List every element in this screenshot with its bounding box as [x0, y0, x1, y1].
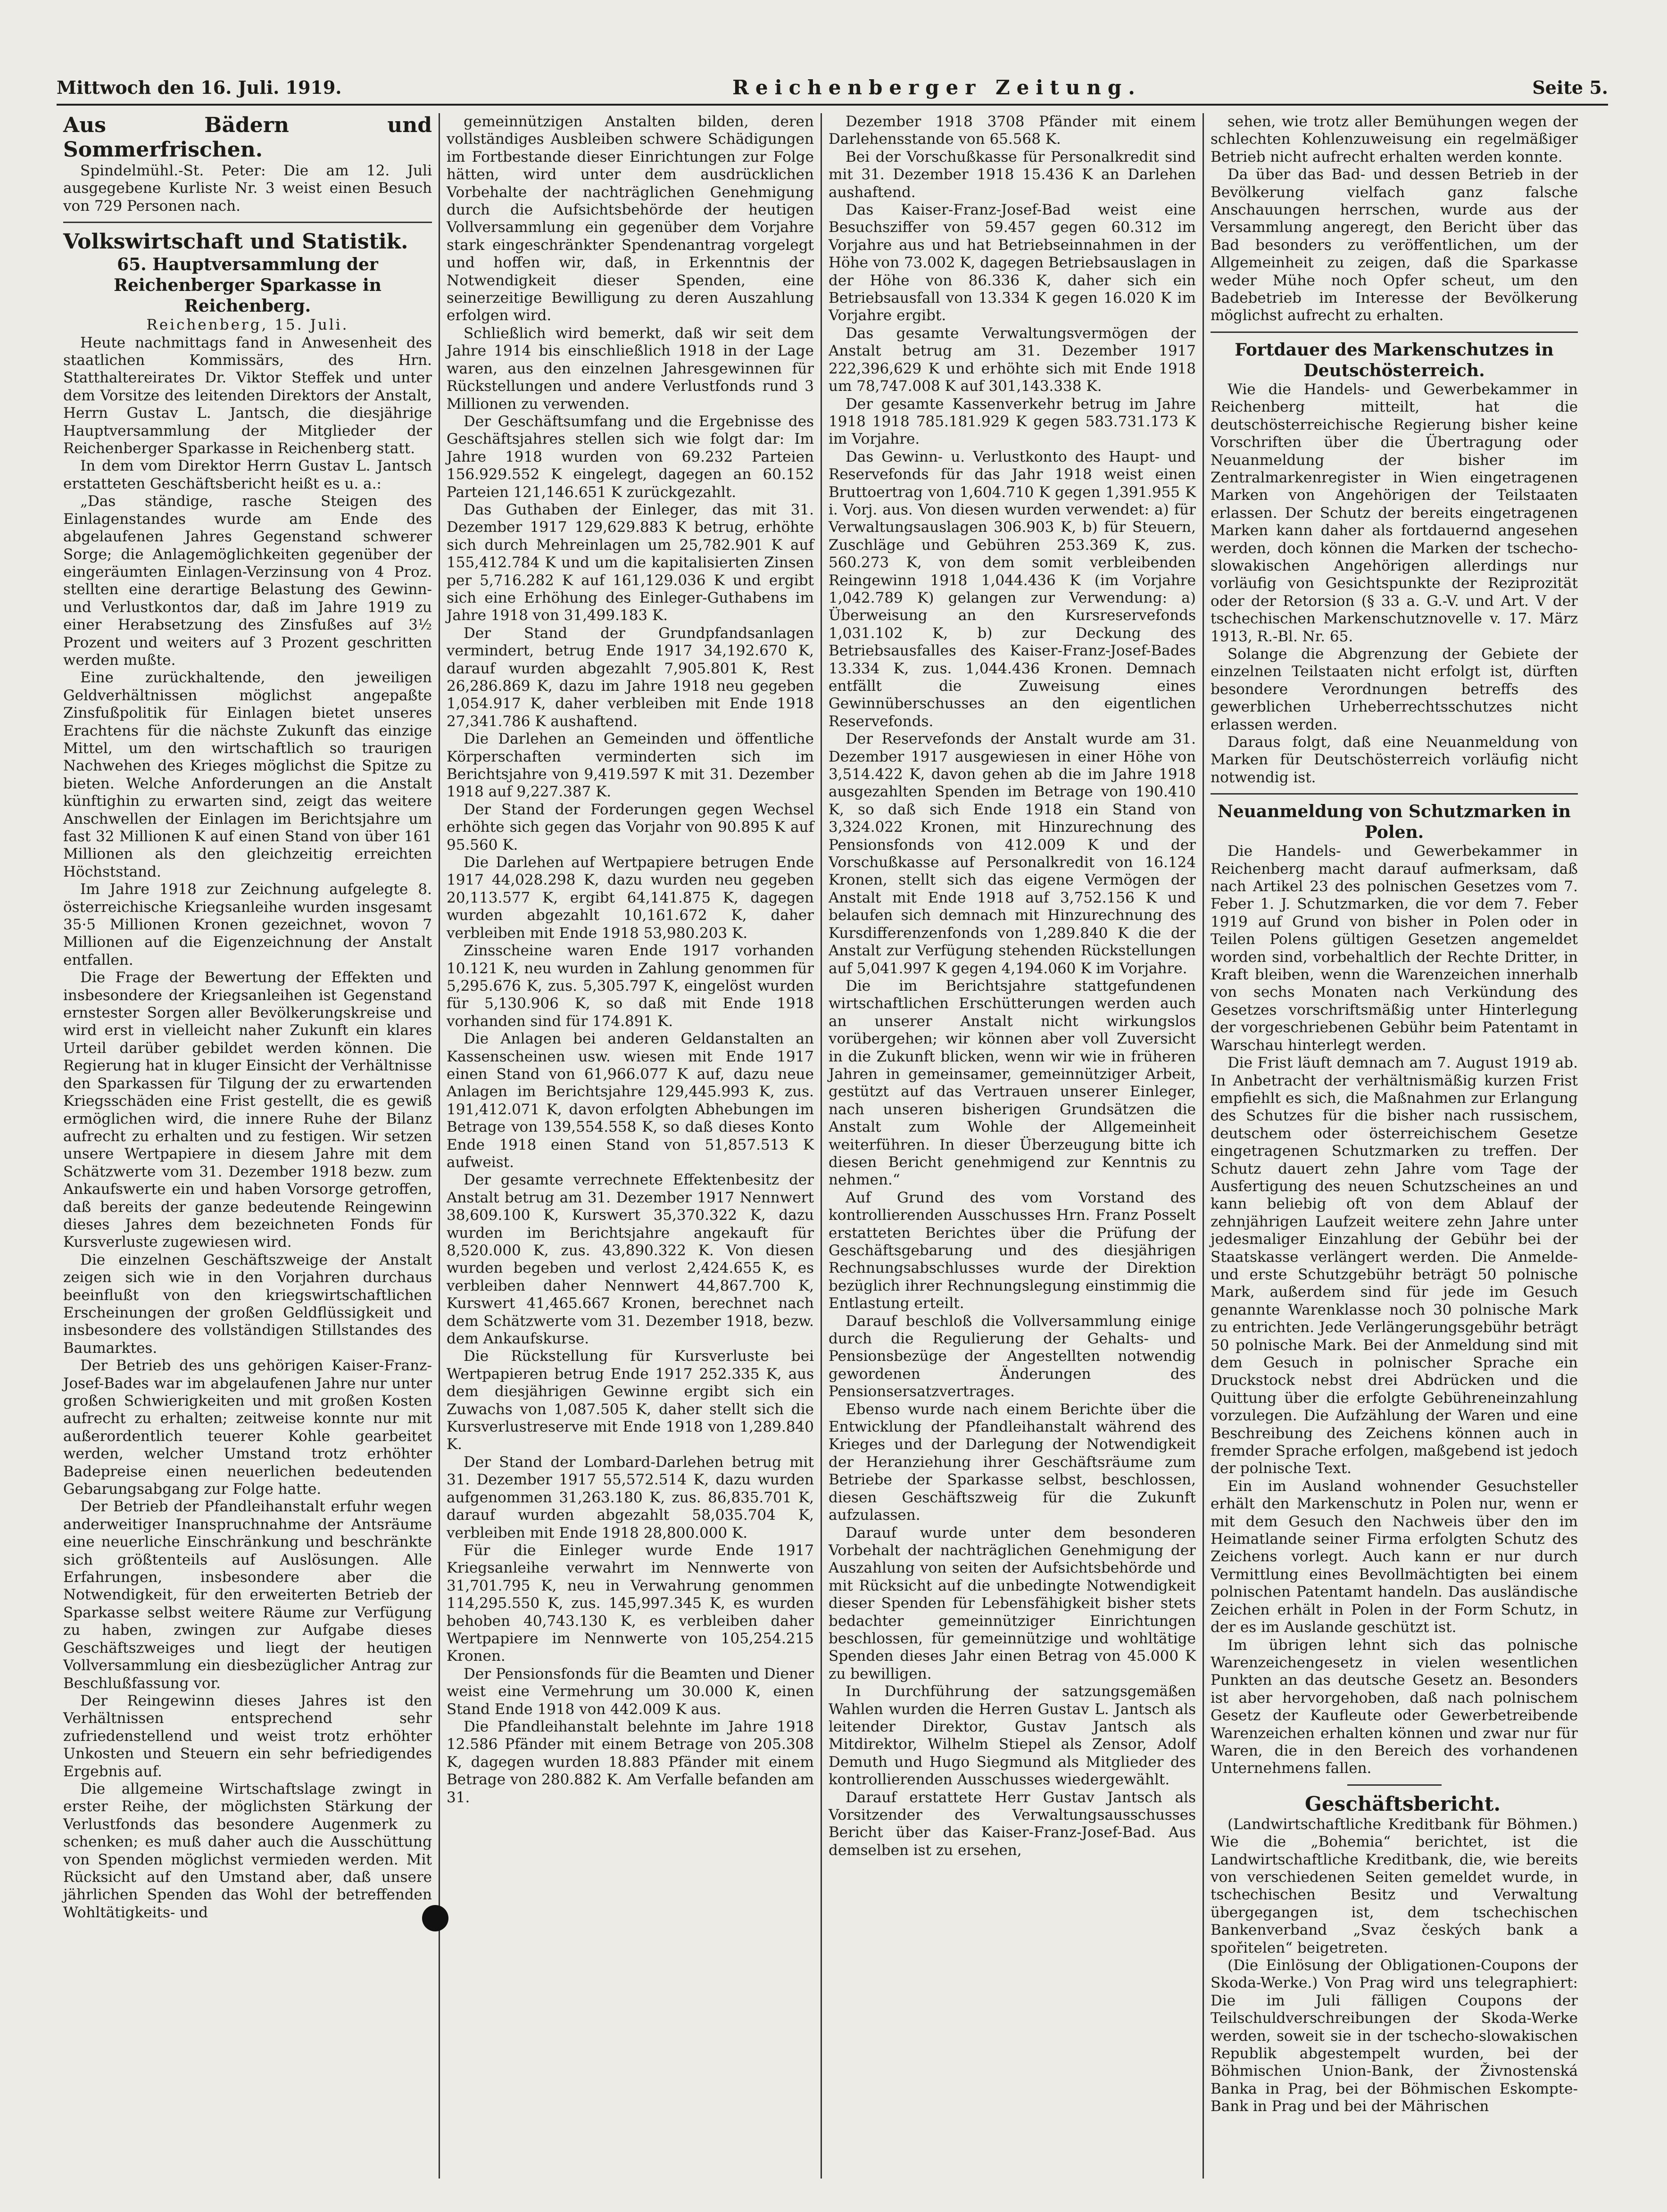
paragraph: Dezember 1918 3708 Pfänder mit einem Darlehensstande von 65.568 K.	[829, 113, 1196, 148]
article-headline-markenschutz: Fortdauer des Markenschutzes in Deutschösterreich.	[1235, 340, 1554, 381]
page-number: Seite 5.	[1532, 76, 1608, 98]
article-headline-polen: Neuanmeldung von Schutzmarken in Polen.	[1217, 802, 1571, 843]
column-2	[439, 113, 821, 2179]
paragraph: Der gesamte Kassenverkehr betrug im Jahre 1918 1918 785.181.929 K gegen 583.731.173 K im Vorjahre.	[829, 395, 1196, 448]
paragraph: Heute nachmittags fand in Anwesenheit des staatlichen Kommissärs, des Hrn. Statthaltereirates Dr. Viktor Steffek und unter dem Vorsitze des leitenden Direktors der Anstalt, Herrn Gustav L. Jantsch, die diesjährige Hauptversammlung der Mitglieder der Reichenberger Sparkasse in Reichenberg statt.	[63, 334, 432, 457]
paragraph: Das Gewinn- u. Verlustkonto des Haupt- und Reservefonds für das Jahr 1918 weist einen Bruttoertrag von 1,604.710 K gegen 1,391.955 K i. Vorj. aus. Von diesen wurden verwendet: a) für Verwaltungsauslagen 306.903 K, b) für Steuern, Zuschläge und Gebühren 253.369 K, zus. 560.273 K, von dem somit verbleibenden Reingewinn 1918 1,044.436 K (im Vorjahre 1,042.789 K) gelangen zur Verwendung: a) Überweisung an den Kursreservefonds 1,031.102 K, b) zur Deckung des Betriebsausfalles des Kaiser-Franz-Josef-Bades 13.334 K, zus. 1,044.436 Kronen. Demnach entfällt die Zuweisung eines Gewinnüberschusses an den eigentlichen Reservefonds.	[829, 448, 1196, 730]
newspaper-title: Reichenberger Zeitung.	[732, 75, 1142, 99]
ink-blot	[422, 1905, 448, 1931]
paragraph: Die Handels- und Gewerbekammer in Reichenberg macht darauf aufmerksam, daß nach Artikel 23 des polnischen Gesetzes vom 7. Feber 1. J. Schutzmarken, die vor dem 7. Feber 1919 auf Grund von bisher in Polen oder in Teilen Polens gültigen Gesetzen angemeldet worden sind, vorbehaltlich der Rechte Dritter, in Kraft bleiben, wenn die Warenzeichen innerhalb von sechs Monaten nach Verkündung des Gesetzes vorschriftsmäßig unter Hinterlegung der vorgeschriebenen Gebühr beim Patentamt in Warschau hinterlegt werden.	[1211, 843, 1578, 1054]
paragraph: In Durchführung der satzungsgemäßen Wahlen wurden die Herren Gustav L. Jantsch als leitender Direktor, Gustav Jantsch als Mitdirektor, Wilhelm Stiepel als Zensor, Adolf Demuth und Hugo Siegmund als Mitglieder des kontrollierenden Ausschusses wiedergewählt.	[829, 1683, 1196, 1789]
column-1	[57, 113, 439, 2179]
paragraph: Ebenso wurde nach einem Berichte über die Entwicklung der Pfandleihanstalt während des Krieges und der Darlegung der Notwendigkeit der Heranziehung ihrer Geschäftsräume zum Betriebe der Sparkasse selbst, beschlossen, diesen Geschäftszweig für die Zukunft aufzulassen.	[829, 1400, 1196, 1524]
paragraph: Die Pfandleihanstalt belehnte im Jahre 1918 12.586 Pfänder mit einem Betrage von 205.308 K, dagegen wurden 18.883 Pfänder mit einem Betrage von 280.882 K. Am Verfalle befanden am 31.	[447, 1718, 814, 1806]
paragraph: Die allgemeine Wirtschaftslage zwingt in erster Reihe, der möglichsten Stärkung der Verlustfonds das besondere Augenmerk zu schenken; es muß daher auch die Ausschüttung von Spenden möglichst vermieden werden. Mit Rücksicht auf den Umstand aber, daß unsere jährlichen Spenden das Wohl der betreffenden Wohltätigkeits- und	[63, 1780, 432, 1921]
paragraph: Die Anlagen bei anderen Geldanstalten an Kassenscheinen usw. wiesen mit Ende 1917 einen Stand von 61,966.077 K auf, dazu neue Anlagen im Berichtsjahre 129,445.993 K, zus. 191,412.071 K, davon erfolgten Abhebungen im Betrage von 139,554.558 K, so daß dieses Konto Ende 1918 einen Stand von 51,857.513 K aufweist.	[447, 1030, 814, 1171]
paragraph: Zinsscheine waren Ende 1917 vorhanden 10.121 K, neu wurden in Zahlung genommen für 5,295.676 K, zus. 5,305.797 K, eingelöst wurden für 5,130.906 K, so daß mit Ende 1918 vorhanden sind für 174.891 K.	[447, 942, 814, 1030]
paragraph: Darauf erstattete Herr Gustav Jantsch als Vorsitzender des Verwaltungsausschusses Bericht über das Kaiser-Franz-Josef-Bad. Aus demselben ist zu ersehen,	[829, 1789, 1196, 1859]
paragraph: Ein im Ausland wohnender Gesuchsteller erhält den Markenschutz in Polen nur, wenn er mit dem Gesuch den Nachweis über den im Heimatlande seiner Firma erfolgten Schutz des Zeichens vorlegt. Auch kann er nur durch Vermittlung eines Bevollmächtigten bei einem polnischen Patentamt handeln. Das ausländische Zeichen erhält in Polen in der Form Schutz, in der es im Auslande geschützt ist.	[1211, 1477, 1578, 1636]
paragraph: Die Rückstellung für Kursverluste bei Wertpapieren betrug Ende 1917 252.335 K, aus dem diesjährigen Gewinne ergibt sich ein Zuwachs von 1,087.505 K, daher stellt sich die Kursverlustreserve mit Ende 1918 von 1,289.840 K.	[447, 1348, 814, 1453]
column-3	[821, 113, 1203, 2179]
article-columns	[57, 113, 1608, 2179]
paragraph: (Landwirtschaftliche Kreditbank für Böhmen.) Wie die „Bohemia“ berichtet, ist die Landwirtschaftliche Kreditbank, die, wie bereits von verschiedenen Seiten gemeldet wurde, in tschechischen Besitz und Verwaltung übergegangen ist, dem tschechischen Bankenverband „Svaz českých bank a spořitelen“ beigetreten.	[1211, 1815, 1578, 1956]
paragraph: gemeinnützigen Anstalten bilden, deren vollständiges Ausbleiben schwere Schädigungen im Fortbestande dieser Einrichtungen zur Folge hätten, wird unter dem ausdrücklichen Vorbehalte der nachträglichen Genehmigung durch die Aufsichtsbehörde der heutigen Vollversammlung ein gegenüber dem Vorjahre stark eingeschränkter Spendenantrag vorgelegt und hoffen wir, daß, in Erkenntnis der Notwendigkeit dieser Spenden, eine seinerzeitige Bewilligung zu deren Auszahlung erfolgen wird.	[447, 113, 814, 324]
paragraph: Der Pensionsfonds für die Beamten und Diener weist eine Vermehrung um 30.000 K, einen Stand Ende 1918 von 442.009 K aus.	[447, 1665, 814, 1718]
paragraph: Im übrigen lehnt sich das polnische Warenzeichengesetz in vielen wesentlichen Punkten an das deutsche Gesetz an. Besonders ist aber hervorgehoben, daß nach polnischem Gesetz der Kaufleute oder Gewerbetreibende Warenzeichen erhalten können und zwar nur für Waren, die in den Bereich des vorhandenen Unternehmens fallen.	[1211, 1636, 1578, 1777]
article-headline: 65. Hauptversammlung der Reichenberger Sparkasse in Reichenberg.	[114, 255, 382, 316]
paragraph: Der Geschäftsumfang und die Ergebnisse des Geschäftsjahres stellen sich wie folgt dar: Im Jahre 1918 wurden von 69.232 Parteien 156.929.552 K eingelegt, dagegen an 60.152 Parteien 121,146.651 K zurückgezahlt.	[447, 413, 814, 501]
divider	[1211, 793, 1578, 795]
paragraph: sehen, wie trotz aller Bemühungen wegen der schlechten Kohlenzuweisung ein regelmäßiger Betrieb nicht aufrecht erhalten werden konnte.	[1211, 113, 1578, 166]
paragraph: Der gesamte verrechnete Effektenbesitz der Anstalt betrug am 31. Dezember 1917 Nennwert 38,609.100 K, Kurswert 35,370.322 K, dazu wurden im Berichtsjahre angekauft für 8,520.000 K, zus. 43,890.322 K. Von diesen wurden begeben und verlost 2,424.655 K, es verbleiben daher Nennwert 44,867.700 K, Kurswert 41,465.667 Kronen, berechnet nach dem Schätzwerte vom 31. Dezember 1918, bezw. dem Ankaufskurse.	[447, 1171, 814, 1348]
paragraph: Bei der Vorschußkasse für Personalkredit sind mit 31. Dezember 1918 15.436 K an Darlehen aushaftend.	[829, 148, 1196, 201]
paragraph: Das gesamte Verwaltungsvermögen der Anstalt betrug am 31. Dezember 1917 222,396,629 K und erhöhte sich mit Ende 1918 um 78,747.008 K auf 301,143.338 K.	[829, 324, 1196, 395]
paragraph: Der Betrieb des uns gehörigen Kaiser-Franz-Josef-Bades war im abgelaufenen Jahre nur unter großen Schwierigkeiten und mit großen Kosten aufrecht zu erhalten; zeitweise konnte nur mit außerordentlich teuerer Kohle gearbeitet werden, welcher Umstand trotz erhöhter Badepreise einen neuerlichen bedeutenden Gebarungsabgang zur Folge hatte.	[63, 1357, 432, 1498]
column-4	[1203, 113, 1584, 2179]
paragraph: Der Stand der Lombard-Darlehen betrug mit 31. Dezember 1917 55,572.514 K, dazu wurden aufgenommen 31,263.180 K, zus. 86,835.701 K, darauf wurden abgezahlt 58,035.704 K, verbleiben mit Ende 1918 28,800.000 K.	[447, 1453, 814, 1541]
paragraph: Da über das Bad- und dessen Betrieb in der Bevölkerung vielfach ganz falsche Anschauungen herrschen, wurde aus der Versammlung angeregt, den Bericht über das Bad besonders zu veröffentlichen, um der Allgemeinheit zu zeigen, daß die Sparkasse weder Mühe noch Opfer scheut, um den Badebetrieb im Interesse der Bevölkerung möglichst aufrecht zu erhalten.	[1211, 166, 1578, 324]
dateline: Reichenberg, 15. Juli.	[146, 316, 349, 334]
paragraph: Eine zurückhaltende, den jeweiligen Geldverhältnissen möglichst angepaßte Zinsfußpolitik für Einlagen bietet unseres Erachtens für die nächste Zukunft das einzige Mittel, um den wirtschaftlich so traurigen Nachwehen des Krieges möglichst die Spitze zu bieten. Welche Anforderungen an die Anstalt künftighin zu erwarten sind, zeigt das weitere Anschwellen der Einlagen im Berichtsjahre um fast 32 Millionen K auf einen Stand von über 161 Millionen als den gleichzeitig erreichten Höchststand.	[63, 669, 432, 880]
paragraph: „Das ständige, rasche Steigen des Einlagenstandes wurde am Ende des abgelaufenen Jahres Gegenstand schwerer Sorge; die Anlagemöglichkeiten gegenüber der eingeräumten Einlagen-Verzinsung von 4 Proz. stellten eine derartige Belastung des Gewinn- und Verlustkontos dar, daß im Jahre 1919 zu einer Herabsetzung des Zinsfußes auf 3½ Prozent und weiters auf 3 Prozent geschritten werden mußte.	[63, 493, 432, 669]
divider	[1347, 1784, 1442, 1786]
newspaper-page	[57, 71, 1608, 2179]
section-heading-geschaeftsbericht: Geschäftsbericht.	[1305, 1792, 1501, 1815]
paragraph: In dem vom Direktor Herrn Gustav L. Jantsch erstatteten Geschäftsbericht heißt es u. a.:	[63, 457, 432, 492]
paragraph: Auf Grund des vom Vorstand des kontrollierenden Ausschusses Hrn. Franz Posselt erstatteten Berichtes über die Prüfung der Geschäftsgebarung und des diesjährigen Rechnungsabschlusses wurde der Direktion bezüglich ihrer Rechnungslegung einstimmig die Entlastung erteilt.	[829, 1189, 1196, 1312]
paragraph: Das Guthaben der Einleger, das mit 31. Dezember 1917 129,629.883 K betrug, erhöhte sich durch Mehreinlagen um 25,782.901 K auf 155,412.784 K und um die kapitalisierten Zinsen per 5,716.282 K auf 161,129.036 K und ergibt sich eine Erhöhung des Einleger-Guthabens im Jahre 1918 von 31,499.183 K.	[447, 501, 814, 624]
paragraph: Der Reingewinn dieses Jahres ist den Verhältnissen entsprechend sehr zufriedenstellend und weist trotz erhöhter Unkosten und Steuern ein sehr befriedigendes Ergebnis auf.	[63, 1692, 432, 1780]
paragraph: (Die Einlösung der Obligationen-Coupons der Skoda-Werke.) Von Prag wird uns telegraphiert: Die im Juli fälligen Coupons der Teilschuldverschreibungen der Skoda-Werke werden, soweit sie in der tschecho-slowakischen Republik abgestempelt wurden, bei der Böhmischen Union-Bank, der Živnostenská Banka in Prag, bei der Böhmischen Eskompte-Bank in Prag und bei der Mährischen	[1211, 1957, 1578, 2115]
paragraph: Im Jahre 1918 zur Zeichnung aufgelegte 8. österreichische Kriegsanleihe wurden insgesamt 35·5 Millionen Kronen gezeichnet, wovon 7 Millionen auf die Eigenzeichnung der Anstalt entfallen.	[63, 881, 432, 969]
paragraph: Für die Einleger wurde Ende 1917 Kriegsanleihe verwahrt im Nennwerte von 31,701.795 K, neu in Verwahrung genommen 114,295.550 K, zus. 145,997.345 K, es wurden behoben 40,743.130 K, es verbleiben daher Wertpapiere im Nennwerte von 105,254.215 Kronen.	[447, 1541, 814, 1665]
paragraph: Spindelmühl.-St. Peter: Die am 12. Juli ausgegebene Kurliste Nr. 3 weist einen Besuch von 729 Personen nach.	[63, 162, 432, 215]
paragraph: Das Kaiser-Franz-Josef-Bad weist eine Besuchsziffer von 59.457 gegen 60.312 im Vorjahre aus und hat Betriebseinnahmen in der Höhe von 73.002 K, dagegen Betriebsauslagen in der Höhe von 86.336 K, daher sich ein Betriebsausfall von 13.334 K gegen 16.020 K im Vorjahre ergibt.	[829, 201, 1196, 324]
paragraph: Darauf wurde unter dem besonderen Vorbehalt der nachträglichen Genehmigung der Auszahlung von seiten der Aufsichtsbehörde und mit Rücksicht auf die unbedingte Notwendigkeit dieser Spenden für Lebensfähigkeit bisher stets bedachter gemeinnütziger Einrichtungen beschlossen, für gemeinnützige und wohltätige Spenden dieses Jahr einen Betrag von 45.000 K zu bewilligen.	[829, 1524, 1196, 1682]
paragraph: Daraus folgt, daß eine Neuanmeldung von Marken für Deutschösterreich vorläufig nicht notwendig ist.	[1211, 734, 1578, 786]
paragraph: Schließlich wird bemerkt, daß wir seit dem Jahre 1914 bis einschließlich 1918 in der Lage waren, aus den einzelnen Jahresgewinnen für Rückstellungen und andere Verlustfonds rund 3 Millionen zu verwenden.	[447, 324, 814, 413]
paragraph: Der Stand der Grundpfandsanlagen vermindert, betrug Ende 1917 34,192.670 K, darauf wurden abgezahlt 7,905.801 K, Rest 26,286.869 K, dazu im Jahre 1918 neu gegeben 1,054.917 K, daher verbleiben mit Ende 1918 27,341.786 K aushaftend.	[447, 624, 814, 730]
paragraph: Der Stand der Forderungen gegen Wechsel erhöhte sich gegen das Vorjahr von 90.895 K auf 95.560 K.	[447, 801, 814, 853]
divider	[63, 222, 432, 223]
paragraph: Die Frist läuft demnach am 7. August 1919 ab. In Anbetracht der verhältnismäßig kurzen Frist empfiehlt es sich, die Maßnahmen zur Erlangung des Schutzes für die bisher nach russischem, deutschem oder österreichischem Gesetze eingetragenen Schutzmarken zu treffen. Der Schutz dauert zehn Jahre vom Tage der Ausfertigung des neuen Schutzscheines an und kann beliebig oft von dem Ablauf der zehnjährigen Laufzeit weitere zehn Jahre unter jedesmaliger Einzahlung der Gebühr bei der Staatskasse verlängert werden. Die Anmelde- und erste Schutzgebühr beträgt 50 polnische Mark, außerdem sind für jede im Gesuch genannte Warenklasse noch 30 polnische Mark zu entrichten. Jede Verlängerungsgebühr beträgt 50 polnische Mark. Bei der Anmeldung sind mit dem Gesuch in polnischer Sprache ein Druckstock nebst drei Abdrücken und die Quittung über die erfolgte Gebühreneinzahlung vorzulegen. Die Aufzählung der Waren und eine Beschreibung des Zeichens können auch in fremder Sprache erfolgen, maßgebend ist jedoch der polnische Text.	[1211, 1054, 1578, 1477]
section-heading-baeder: Aus Bädern und Sommerfrischen.	[63, 113, 432, 162]
paragraph: Wie die Handels- und Gewerbekammer in Reichenberg mitteilt, hat die deutschösterreichische Regierung bisher keine Vorschriften über die Übertragung oder Neuanmeldung der bisher im Zentralmarkenregister in Wien eingetragenen Marken von Angehörigen der Teilstaaten erlassen. Der Schutz der bereits eingetragenen Marken kann daher als fortdauernd angesehen werden, doch können die Marken der tschecho-slowakischen Angehörigen allerdings nur vorläufig von Gesichtspunkte der Reziprozität oder der Retorsion (§ 33 a. G.-V. und Art. V der tschechischen Markenschutznovelle v. 17. März 1913, R.-Bl. Nr. 65.	[1211, 381, 1578, 645]
paragraph: Solange die Abgrenzung der Gebiete der einzelnen Teilstaaten nicht erfolgt ist, dürften besondere Verordnungen betreffs des gewerblichen Urheberrechtsschutzes nicht erlassen werden.	[1211, 645, 1578, 733]
divider	[1211, 331, 1578, 333]
paragraph: Darauf beschloß die Vollversammlung einige durch die Regulierung der Gehalts- und Pensionsbezüge der Angestellten notwendig gewordenen Änderungen des Pensionsersatzvertrages.	[829, 1312, 1196, 1400]
section-heading-volkswirtschaft: Volkswirtschaft und Statistik.	[63, 230, 408, 254]
paragraph: Der Betrieb der Pfandleihanstalt erfuhr wegen anderweitiger Inanspruchnahme der Antsräume eine neuerliche Einschränkung und beschränkte sich größtenteils auf Auslösungen. Alle Erfahrungen, insbesondere aber die Notwendigkeit, für den erweiterten Betrieb der Sparkasse selbst weitere Räume zur Verfügung zu haben, zwingen zur Aufgabe dieses Geschäftszweiges und liegt der heutigen Vollversammlung ein diesbezüglicher Antrag zur Beschlußfassung vor.	[63, 1498, 432, 1692]
masthead	[57, 71, 1608, 106]
paragraph: Die im Berichtsjahre stattgefundenen wirtschaftlichen Erschütterungen werden auch an unserer Anstalt nicht wirkungslos vorübergehen; wir können aber voll Zuversicht in die Zukunft blicken, wenn wir wie in früheren Jahren in gemeinsamer, gemeinnütziger Arbeit, gestützt auf das Vertrauen unserer Einleger, nach unseren bisherigen Grundsätzen die Anstalt zum Wohle der Allgemeinheit weiterführen. In dieser Überzeugung bitte ich diesen Bericht genehmigend zur Kenntnis zu nehmen.“	[829, 977, 1196, 1189]
paragraph: Die Darlehen auf Wertpapiere betrugen Ende 1917 44,028.298 K, dazu wurden neu gegeben 20,113.577 K, ergibt 64,141.875 K, dagegen wurden abgezahlt 10,161.672 K, daher verbleiben mit Ende 1918 53,980.203 K.	[447, 854, 814, 942]
paragraph: Die Frage der Bewertung der Effekten und insbesondere der Kriegsanleihen ist Gegenstand ernstester Sorgen aller Bevölkerungskreise und wird erst in vielleicht naher Zukunft ein klares Urteil darüber gebildet werden können. Die Regierung hat in kluger Einsicht der Verhältnisse den Sparkassen für Tilgung der zu erwartenden Kriegsschäden eine Frist gestellt, die es gewiß ermöglichen wird, die innere Ruhe der Bilanz aufrecht zu erhalten und zu festigen. Wir setzen unsere Wertpapiere in diesem Jahre mit dem Schätzwerte vom 31. Dezember 1918 bezw. zum Ankaufswerte ein und haben Vorsorge getroffen, daß bereits der ganze bedeutende Reingewinn dieses Jahres dem bezeichneten Fonds für Kursverluste zugewiesen wird.	[63, 969, 432, 1251]
paragraph: Die einzelnen Geschäftszweige der Anstalt zeigen sich wie in den Vorjahren durchaus beeinflußt von den kriegswirtschaftlichen Erscheinungen der großen Geldflüssigkeit und insbesondere des vollständigen Stillstandes des Baumarktes.	[63, 1251, 432, 1357]
paragraph: Der Reservefonds der Anstalt wurde am 31. Dezember 1917 ausgewiesen in einer Höhe von 3,514.422 K, davon gehen ab die im Jahre 1918 ausgezahlten Spenden im Betrage von 190.410 K, so daß sich Ende 1918 ein Stand von 3,324.022 Kronen, mit Hinzurechnung des Pensionsfonds von 412.009 K und der Vorschußkasse auf Personalkredit von 16.124 Kronen, stellt sich das eigene Vermögen der Anstalt mit Ende 1918 auf 3,752.156 K und belaufen sich demnach mit Hinzurechnung des Kursdifferenzenfonds von 1,289.840 K die der Anstalt zur Verfügung stehenden Rückstellungen auf 5,041.997 K gegen 4,194.060 K im Vorjahre.	[829, 730, 1196, 977]
issue-date: Mittwoch den 16. Juli. 1919.	[57, 76, 342, 98]
paragraph: Die Darlehen an Gemeinden und öffentliche Körperschaften verminderten sich im Berichtsjahre von 9,419.597 K mit 31. Dezember 1918 auf 9,227.387 K.	[447, 730, 814, 801]
